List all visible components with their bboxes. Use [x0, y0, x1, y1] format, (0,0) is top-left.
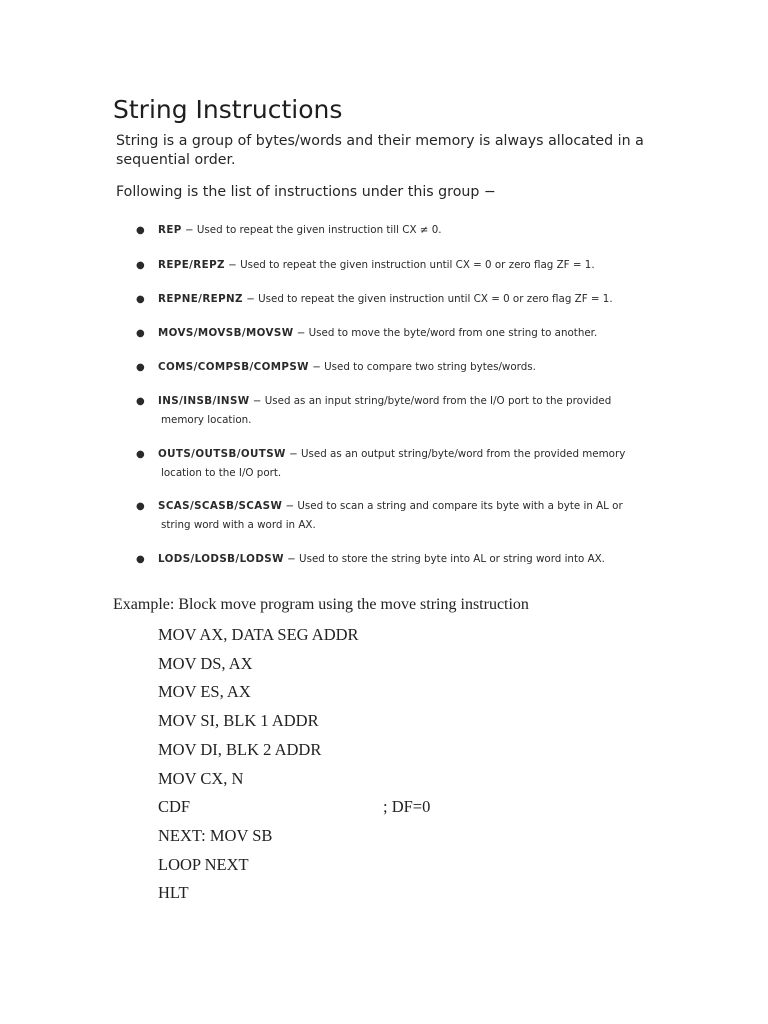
instruction-description: − Used to repeat the given instruction until CX = 0 or zero flag ZF = 1.: [242, 293, 613, 305]
code-comment: ; DF=0: [383, 797, 431, 817]
code-line: MOV DS, AX: [158, 653, 253, 673]
instruction-description-continued: string word with a word in AX.: [161, 519, 316, 531]
code-line: HLT: [158, 883, 189, 903]
code-line: MOV SI, BLK 1 ADDR: [158, 711, 319, 731]
bullet-icon: ●: [136, 225, 145, 236]
instruction-description: − Used to compare two string bytes/words.: [308, 361, 536, 373]
bullet-icon: ●: [136, 362, 145, 373]
list-item-text: [158, 221, 676, 240]
instruction-keyword: SCAS/SCASB/SCASW: [158, 500, 283, 512]
list-item-text: [158, 358, 676, 377]
example-heading: Example: Block move program using the move string instruction: [113, 596, 529, 613]
instruction-keyword: REP: [158, 224, 182, 236]
list-item-text: [158, 256, 676, 275]
list-item: [136, 550, 676, 569]
instruction-keyword: INS/INSB/INSW: [158, 395, 250, 407]
instruction-keyword: OUTS/OUTSB/OUTSW: [158, 448, 286, 460]
list-item-text: [158, 392, 676, 430]
code-line: NEXT: MOV SB: [158, 825, 273, 845]
instruction-description-continued: memory location.: [161, 414, 252, 426]
list-item: [136, 221, 676, 240]
list-item: [136, 445, 676, 483]
list-item-text: [158, 324, 676, 343]
code-line: MOV ES, AX: [158, 682, 251, 702]
page-title: String Instructions: [113, 95, 343, 124]
list-item: [136, 290, 676, 309]
code-line: MOV AX, DATA SEG ADDR: [158, 625, 359, 644]
list-item-text: [158, 497, 676, 535]
instruction-keyword: REPNE/REPNZ: [158, 293, 243, 305]
intro-paragraph: String is a group of bytes/words and their memory is always allocated in a sequential order.: [116, 133, 644, 168]
instruction-description-continued: location to the I/O port.: [161, 467, 282, 479]
instruction-description: − Used to repeat the given instruction until CX = 0 or zero flag ZF = 1.: [224, 259, 595, 271]
bullet-icon: ●: [136, 554, 145, 565]
instruction-description: − Used as an input string/byte/word from the I/O port to the provided: [249, 395, 612, 407]
bullet-icon: ●: [136, 328, 145, 339]
list-item-text: [158, 445, 676, 483]
instruction-description: − Used as an output string/byte/word from the provided memory: [285, 448, 626, 460]
instruction-keyword: MOVS/MOVSB/MOVSW: [158, 327, 294, 339]
instruction-keyword: COMS/COMPSB/COMPSW: [158, 361, 309, 373]
list-item-text: [158, 550, 676, 569]
instruction-description: − Used to move the byte/word from one string to another.: [293, 327, 598, 339]
code-line: CDF: [158, 797, 191, 817]
bullet-icon: ●: [136, 396, 145, 407]
list-item: [136, 392, 676, 430]
instruction-keyword: REPE/REPZ: [158, 259, 225, 271]
instruction-keyword: LODS/LODSB/LODSW: [158, 553, 284, 565]
instruction-description: − Used to store the string byte into AL or string word into AX.: [283, 553, 605, 565]
list-item: [136, 324, 676, 343]
instruction-description: − Used to scan a string and compare its byte with a byte in AL or: [282, 500, 623, 512]
list-item: [136, 358, 676, 377]
code-line: MOV DI, BLK 2 ADDR: [158, 739, 322, 759]
list-item-text: [158, 290, 676, 309]
bullet-icon: ●: [136, 260, 145, 271]
list-item: [136, 256, 676, 275]
code-line: LOOP NEXT: [158, 854, 249, 874]
code-line: MOV CX, N: [158, 768, 244, 788]
bullet-icon: ●: [136, 501, 145, 512]
list-lead-text: Following is the list of instructions under this group −: [116, 184, 496, 200]
instruction-description: − Used to repeat the given instruction till CX ≠ 0.: [181, 224, 442, 236]
bullet-icon: ●: [136, 294, 145, 305]
bullet-icon: ●: [136, 449, 145, 460]
list-item: [136, 497, 676, 535]
